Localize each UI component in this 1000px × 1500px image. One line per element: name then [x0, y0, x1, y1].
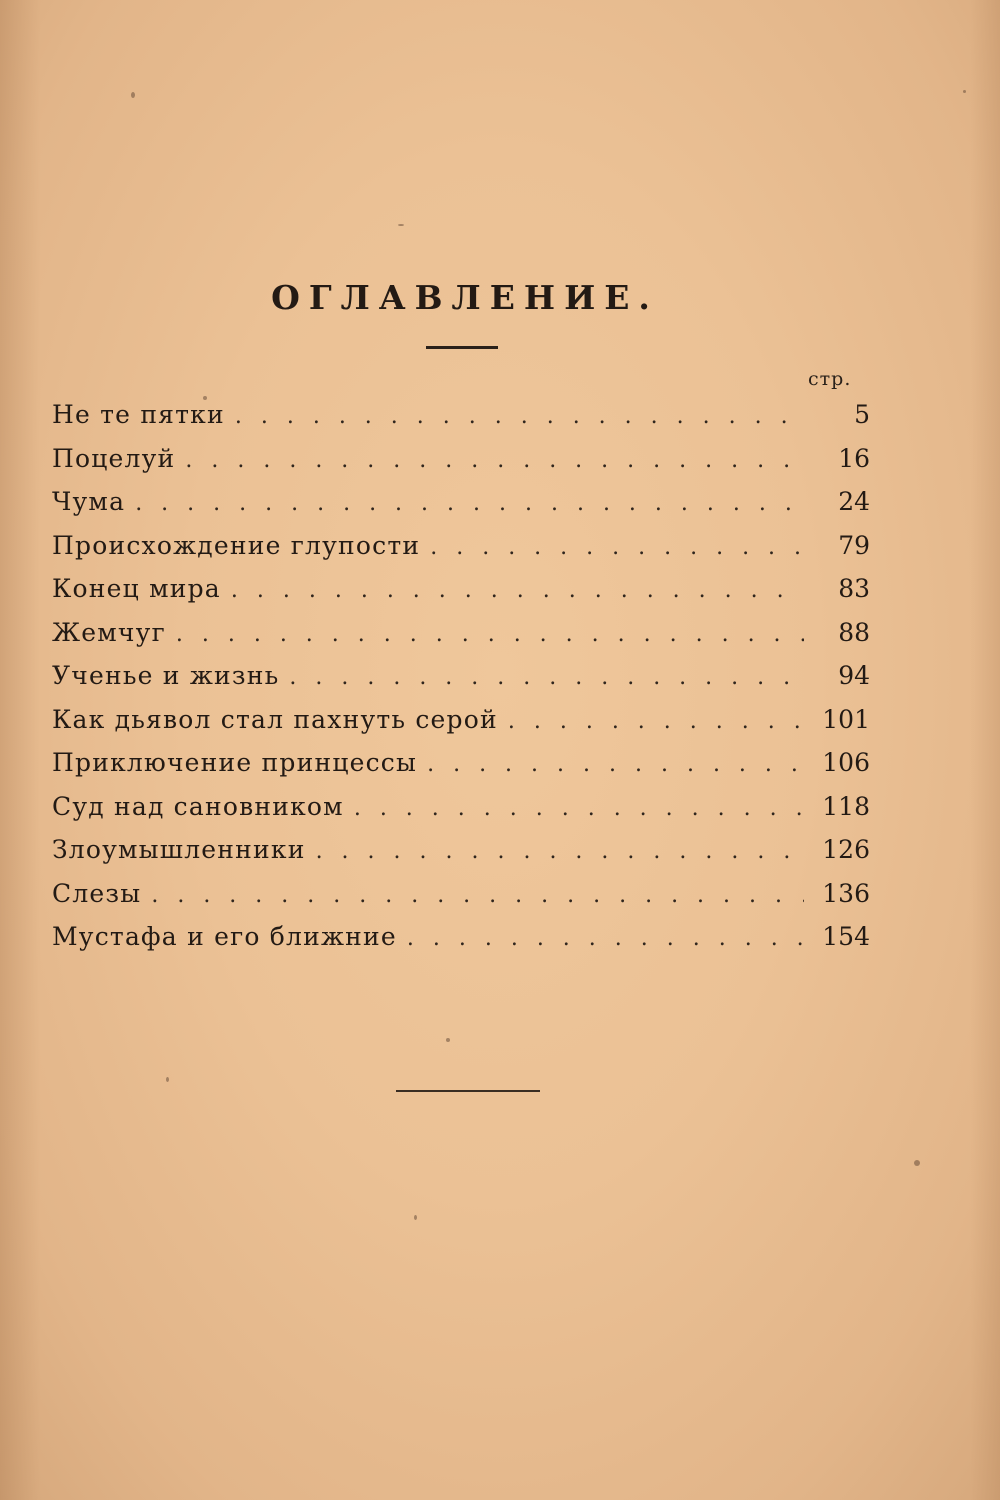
paper-speck — [963, 90, 966, 93]
toc-entry-page: 83 — [838, 574, 870, 603]
dot-leader — [135, 491, 804, 516]
toc-entry — [52, 748, 870, 792]
toc-entry-page: 88 — [838, 617, 870, 647]
dot-leader — [508, 709, 804, 734]
toc-entry — [52, 400, 870, 444]
page-edge-shadow-left — [0, 0, 40, 1500]
page-edge-shadow-right — [970, 0, 1000, 1500]
toc-entry-page: 5 — [854, 400, 870, 429]
dot-leader — [427, 752, 804, 777]
toc-entry — [52, 792, 870, 836]
paper-speck — [398, 224, 404, 226]
toc-entry-title: Злоумышленники — [52, 835, 306, 864]
toc-entry-page: 79 — [838, 530, 870, 560]
end-rule — [396, 1090, 540, 1092]
paper-speck — [914, 1160, 920, 1166]
toc-list — [52, 400, 870, 966]
toc-entry-title: Слезы — [52, 878, 142, 908]
toc-entry-page: 16 — [838, 443, 870, 473]
toc-entry-title: Жемчуг — [52, 617, 166, 647]
toc-entry — [52, 661, 870, 705]
toc-entry-page: 126 — [822, 835, 870, 864]
paper-speck — [446, 1038, 450, 1042]
dot-leader — [430, 535, 804, 560]
toc-entry-title: Происхождение глупости — [52, 530, 421, 560]
dot-leader — [289, 665, 804, 690]
toc-entry — [52, 531, 870, 575]
paper-speck — [131, 92, 135, 98]
toc-entry-title: Конец мира — [52, 574, 221, 603]
toc-entry-title: Мустафа и его ближние — [52, 922, 397, 951]
dot-leader — [231, 578, 804, 603]
toc-entry — [52, 444, 870, 488]
paper-speck — [414, 1215, 417, 1220]
dot-leader — [151, 883, 804, 908]
toc-entry-page: 94 — [838, 661, 870, 690]
toc-entry — [52, 487, 870, 531]
toc-entry-page: 24 — [838, 487, 870, 516]
toc-entry-title: Приключение принцессы — [52, 748, 418, 777]
toc-entry-title: Ученье и жизнь — [52, 661, 280, 690]
dot-leader — [354, 796, 804, 821]
toc-entry-title: Не те пятки — [52, 400, 225, 429]
toc-entry — [52, 879, 870, 923]
toc-entry — [52, 574, 870, 618]
toc-entry-page: 118 — [822, 791, 870, 821]
toc-entry — [52, 922, 870, 966]
toc-entry-title: Суд над сановником — [52, 791, 344, 821]
dot-leader — [176, 622, 804, 647]
toc-entry — [52, 618, 870, 662]
toc-entry-title: Как дьявол стал пахнуть серой — [52, 704, 498, 734]
toc-entry-title: Поцелуй — [52, 443, 176, 473]
toc-entry-page: 154 — [822, 922, 870, 951]
paper-speck — [166, 1077, 169, 1082]
toc-entry-page: 106 — [822, 748, 870, 777]
toc-heading: ОГЛАВЛЕНИЕ. — [271, 278, 659, 317]
dot-leader — [407, 926, 804, 951]
dot-leader — [235, 404, 804, 429]
heading-rule — [426, 346, 498, 349]
dot-leader — [185, 448, 804, 473]
toc-entry — [52, 705, 870, 749]
toc-entry — [52, 835, 870, 879]
toc-entry-title: Чума — [52, 487, 126, 516]
page-column-label: стр. — [808, 368, 852, 390]
dot-leader — [316, 839, 804, 864]
toc-entry-page: 101 — [822, 704, 870, 734]
toc-entry-page: 136 — [822, 878, 870, 908]
